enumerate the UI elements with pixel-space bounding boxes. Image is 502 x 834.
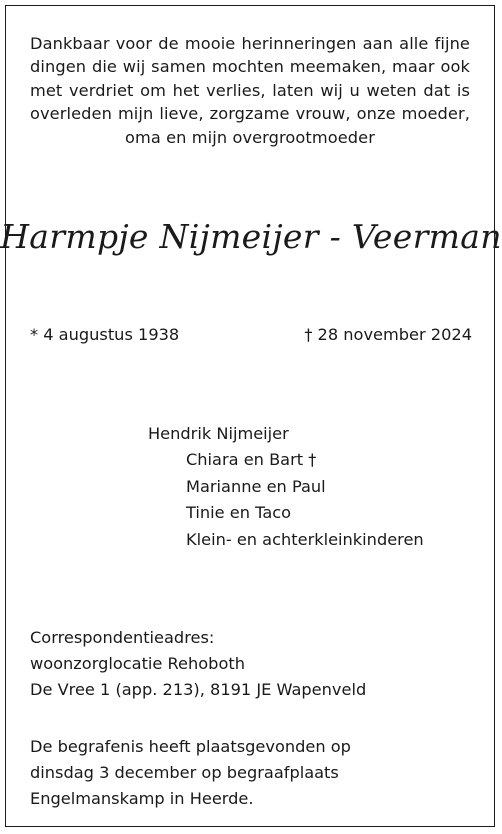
birth-date: * 4 augustus 1938: [30, 325, 180, 344]
address-line: De Vree 1 (app. 213), 8191 JE Wapenveld: [30, 680, 367, 699]
deceased-name: Harmpje Nijmeijer - Veerman: [0, 217, 502, 256]
address-line: Correspondentieadres:: [30, 628, 215, 647]
family-list: [148, 421, 424, 553]
address-line: woonzorglocatie Rehoboth: [30, 654, 245, 673]
death-date: † 28 november 2024: [304, 325, 472, 344]
family-member: Chiara en Bart †: [186, 450, 317, 470]
funeral-line: Engelmanskamp in Heerde.: [30, 789, 254, 808]
funeral-line: De begrafenis heeft plaatsgevonden op: [30, 737, 351, 756]
intro-text: Dankbaar voor de mooie herinneringen aan alle fijne dingen die wij samen mochten meemaken, maar ook met verdriet om het verlies, laten wij u weten dat is overleden mijn lieve, zorgzame vrouw, onze moeder, oma en mijn overgrootmoeder: [30, 34, 470, 147]
family-head: Hendrik Nijmeijer: [148, 424, 289, 443]
family-member: Marianne en Paul: [186, 476, 326, 496]
correspondence-address: [30, 625, 366, 703]
family-member: Klein- en achterkleinkinderen: [186, 529, 424, 549]
family-member: Tinie en Taco: [186, 503, 292, 523]
funeral-line: dinsdag 3 december op begraafplaats: [30, 763, 339, 782]
funeral-notice: [30, 734, 351, 812]
